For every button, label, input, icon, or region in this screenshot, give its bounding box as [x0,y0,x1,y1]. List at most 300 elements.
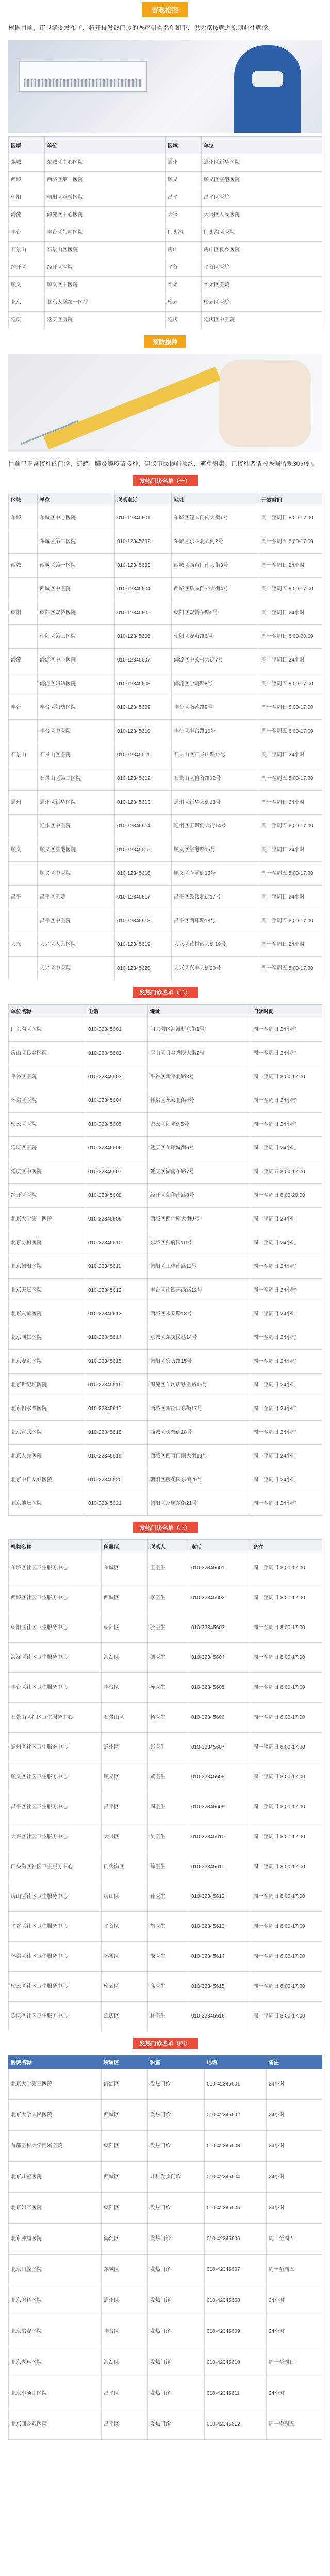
table-cell: 010-22345602 [86,1042,148,1065]
table-cell: 周一至周日 24小时 [259,649,322,672]
table-row [9,1397,322,1421]
table-row [9,1492,322,1516]
table-cell: 周一至周五 8:00-17:00 [259,815,322,838]
table-cell: 平谷区 [102,1912,148,1942]
table-row [9,1583,322,1613]
table-cell: 010-22345609 [86,1208,148,1231]
table-cell: 密云区医院 [9,1113,86,1137]
table-cell: 010-12345608 [115,672,172,696]
table-cell: 24小时 [267,2131,322,2162]
table-cell: 周一至周日 8:00-17:00 [251,1065,322,1089]
table-row [9,1613,322,1643]
table-cell: 周一至周五 8:00-17:00 [259,672,322,696]
table-cell: 大兴 [9,933,38,957]
table-cell: 周医生 [148,1792,189,1822]
table-row [9,1018,322,1042]
table-cell: 周一至周日 8:00-17:00 [251,1733,322,1762]
table-cell: 周一至周日 24小时 [251,1231,322,1255]
table-cell: 周一至周日 24小时 [251,1302,322,1326]
table-cell: 010-12345619 [115,933,172,957]
table-cell: 海淀区社区卫生服务中心 [9,1643,102,1673]
table-cell: 密云区医院 [202,294,322,312]
table-cell: 010-42345607 [205,2255,267,2285]
table-cell: 周一至周日 24小时 [251,1374,322,1397]
table-cell: 发热门诊 [148,2224,205,2255]
table-cell: 北京小汤山医院 [9,2378,102,2409]
table-cell: 经开区医院 [9,1184,86,1208]
table-cell: 010-12345606 [115,625,172,649]
table-cell: 东城区社区卫生服务中心 [9,1553,102,1583]
table-cell: 通州区新华医院 [202,154,322,172]
table-specialty-hospitals [8,2055,322,2440]
table-cell: 延庆区湖南东路7号 [148,1160,251,1184]
table-cell: 朝阳区工体南路11号 [148,1255,251,1279]
table-cell: 西城 [9,554,38,578]
table-cell: 北京朝阳医院 [9,1255,86,1279]
table-cell: 海淀 [9,649,38,672]
table-cell [9,815,38,838]
table-cell: 周一至周日 24小时 [259,554,322,578]
section-badge-guide: 留观指南 [0,0,330,19]
table-cell [9,909,38,933]
table-cell: 发热门诊 [148,2131,205,2162]
table-cell: 周一至周日 24小时 [251,1492,322,1516]
table-cell: 高医生 [148,1972,189,2002]
table-cell: 24小时 [267,2316,322,2347]
table-cell: 周一至周日 24小时 [251,1350,322,1374]
table-cell: 海淀区 [102,2069,148,2100]
table-row [9,1942,322,1972]
table-cell: 延庆区中医院 [202,312,322,329]
table-cell: 发热门诊 [148,2193,205,2224]
table-cell: 010-12345614 [115,815,172,838]
table-row [9,909,322,933]
table-cell: 房山 [166,242,202,259]
table-cell: 经开区 [9,259,45,277]
table-cell: 海淀区妇幼医院 [38,672,115,696]
column-header: 科室 [148,2056,205,2069]
table-fever-clinics-a [8,493,322,980]
table-cell: 西城 [9,172,45,189]
table-cell: 周一至周日 8:00-17:00 [251,1822,322,1852]
table-cell: 周一至周日 8:00-17:00 [251,1762,322,1792]
table-row [9,1912,322,1942]
table-cell: 石景山区第二医院 [38,767,115,791]
table-cell: 010-12345613 [115,791,172,815]
table-cell: 010-22345620 [86,1468,148,1492]
table-row [9,2255,322,2285]
table-cell: 发热门诊 [148,2100,205,2131]
column-header: 电话 [189,1540,251,1553]
table-cell: 丰台区 [102,2316,148,2347]
table-cell: 周一至周五 8:00-17:00 [259,578,322,601]
table-cell: 周一至周日 24小时 [251,1279,322,1302]
column-header: 所属区 [102,1540,148,1553]
table-row [9,1089,322,1113]
table-cell: 010-12345615 [115,838,172,862]
table-cell: 西城区西直门南大街3号 [172,554,259,578]
table-row [9,1792,322,1822]
table-row [9,1137,322,1160]
table-header [9,493,322,506]
table-cell: 010-22345604 [86,1089,148,1113]
table-cell: 西城区新街口东街17号 [148,1397,251,1421]
table-cell: 010-22345619 [86,1445,148,1468]
table-row [9,2162,322,2193]
table-cell: 丰台区社区卫生服务中心 [9,1673,102,1703]
table-cell: 周一至周五 [267,2409,322,2440]
table-cell: 东城区 [102,1553,148,1583]
table-cell: 010-12345602 [115,530,172,554]
table-cell: 北京胸科医院 [9,2285,102,2316]
table-cell: 周一至周日 8:00-17:00 [251,1942,322,1972]
table-cell: 吴医生 [148,1822,189,1852]
table-row [9,1184,322,1208]
table-cell: 西城区第一医院 [38,554,115,578]
table-cell: 东城区帅府园10号 [148,1231,251,1255]
table-cell: 通州区 [102,1733,148,1762]
table-cell: 刘医生 [148,1643,189,1673]
table-cell: 周一至周日 8:00-17:00 [259,696,322,720]
table-row [9,2069,322,2100]
table-row [9,1852,322,1882]
table-row [9,933,322,957]
column-header: 联系电话 [115,493,172,506]
table-cell: 丰台区南四环西路12号 [148,1279,251,1302]
table-row [9,2002,322,2031]
hero-image-syringe [8,354,322,452]
table-cell: 010-32345606 [189,1703,251,1733]
table-community-centers [8,1539,322,2031]
table-cell: 010-22345615 [86,1350,148,1374]
table-cell: 010-32345612 [189,1882,251,1912]
column-header: 开放时间 [259,493,322,506]
table-cell: 东城区第二医院 [38,530,115,554]
table-cell: 怀柔 [166,277,202,294]
table-cell: 北京佑安医院 [9,2316,102,2347]
table-cell: 东城 [9,506,38,530]
table-cell: 010-32345613 [189,1912,251,1942]
table-cell: 周一至周日 8:00-20:00 [259,625,322,649]
table-cell [9,767,38,791]
table-cell: 石景山区石景山路11号 [172,743,259,767]
table-cell: 24小时 [267,2193,322,2224]
table-cell: 010-22345610 [86,1231,148,1255]
table-cell: 丰台区中医院 [38,720,115,743]
table-cell: 顺义区府前街16号 [172,862,259,886]
table-hospitals-overview [8,136,322,329]
table-cell: 海淀区 [102,1643,148,1673]
table-cell: 010-22345601 [86,1018,148,1042]
table-cell: 周一至周日 8:00-17:00 [251,1613,322,1643]
table-row [9,1762,322,1792]
table-cell [9,578,38,601]
air-conditioner-graphic [19,61,147,92]
table-row [9,1255,322,1279]
table-cell: 通州区新华大街13号 [172,791,259,815]
table-row [9,554,322,578]
table-cell: 周一至周日 24小时 [259,791,322,815]
column-header: 门诊时间 [251,1005,322,1018]
table-row [9,1445,322,1468]
table-cell: 010-12345604 [115,578,172,601]
table-header [9,1540,322,1553]
table-cell: 周一至周日 24小时 [251,1397,322,1421]
table-cell: 石景山 [9,743,38,767]
table-cell: 丰台区丰台路10号 [172,720,259,743]
table-cell: 周一至周日 8:00-17:00 [251,1553,322,1583]
glove-graphic [219,360,311,447]
table-cell: 顺义 [9,838,38,862]
table-cell: 通州区社区卫生服务中心 [9,1733,102,1762]
table-row [9,957,322,980]
table-cell [9,720,38,743]
table-cell: 北京中日友好医院 [9,1468,86,1492]
table-cell: 周一至周日 24小时 [259,886,322,909]
table-cell: 周一至周日 8:00-17:00 [259,506,322,530]
table-cell: 北京积水潭医院 [9,1397,86,1421]
table-row [9,696,322,720]
table-cell: 010-42345611 [205,2378,267,2409]
table-row [9,1882,322,1912]
table-cell: 010-42345602 [205,2100,267,2131]
table-cell: 发热门诊 [148,2409,205,2440]
table-cell: 010-42345604 [205,2162,267,2193]
table-cell: 顺义区空港医院 [202,172,322,189]
table-cell: 东城区建国门内大街1号 [172,506,259,530]
table-cell: 周一至周日 24小时 [259,743,322,767]
intro-text: 根据目前，市卫健委发布了，将开设发热门诊的医疗机构名单如下，供大家按就近原则前往就诊。 [8,24,275,31]
table-row [9,2193,322,2224]
table-cell: 周一至周日 8:00-17:00 [251,1852,322,1882]
table-cell: 周一至周日 24小时 [251,1042,322,1065]
table-cell: 010-12345609 [115,696,172,720]
table-cell: 林医生 [148,2002,189,2031]
table-cell: 北京肿瘤医院 [9,2224,102,2255]
table-cell: 密云区 [102,1972,148,2002]
table-cell: 通州 [9,791,38,815]
table-cell: 北京世纪坛医院 [9,1374,86,1397]
table-cell: 大兴区 [102,1822,148,1852]
table-cell: 北京口腔医院 [9,2255,102,2285]
column-header: 联系人 [148,1540,189,1553]
table-row [9,1113,322,1137]
table-cell: 顺义区中医院 [45,277,166,294]
table-row [9,578,322,601]
table-cell: 东城区中心医院 [38,506,115,530]
table-cell: 朝阳区第三医院 [38,625,115,649]
table-row [9,2378,322,2409]
table-cell: 西城区西什库大街9号 [148,1208,251,1231]
table-row [9,1374,322,1397]
table-cell: 010-42345601 [205,2069,267,2100]
table-cell: 010-42345609 [205,2316,267,2347]
table-cell: 海淀区中心医院 [38,649,115,672]
table-cell: 门头沟 [166,224,202,242]
table-cell: 西城区 [102,1583,148,1613]
table-cell: 昌平区社区卫生服务中心 [9,1792,102,1822]
table-cell: 朝阳区社区卫生服务中心 [9,1613,102,1643]
table-cell: 大兴区兴丰大街20号 [172,957,259,980]
table-cell: 顺义区社区卫生服务中心 [9,1762,102,1792]
table-cell: 首都医科大学附属医院 [9,2131,102,2162]
table-row [9,1208,322,1231]
table-cell: 黄医生 [148,1762,189,1792]
hero-image-technician [8,40,322,133]
table-cell: 朝阳 [9,189,45,207]
table-cell: 周一至周日 24小时 [251,1468,322,1492]
table-cell: 门头沟区医院 [9,1018,86,1042]
table-row [9,1302,322,1326]
table-cell: 朝阳 [9,601,38,625]
table-row [9,1822,322,1852]
table-cell: 周一至周日 8:00-17:00 [251,1643,322,1673]
table-cell: 大兴区黄村西大街19号 [172,933,259,957]
table-cell: 大兴区人民医院 [38,933,115,957]
table-row [9,1350,322,1374]
table-cell: 010-32345616 [189,2002,251,2031]
table-row [9,672,322,696]
table-cell: 海淀区 [102,2347,148,2378]
column-header: 地址 [148,1005,251,1018]
table-row [9,2100,322,2131]
table-cell: 延庆区中医院 [9,1160,86,1184]
table-cell: 北京人民医院 [9,1445,86,1468]
table-cell: 石景山区医院 [45,242,166,259]
table-cell: 周一至周日 8:00-17:00 [251,1912,322,1942]
table-cell: 房山区良乡医院 [9,1042,86,1065]
table-row [9,312,322,329]
table-header [9,1005,322,1018]
table-cell: 顺义区空港医院 [38,838,115,862]
table-row [9,838,322,862]
table-cell: 顺义 [9,277,45,294]
table-cell: 周一至周日 8:00-17:00 [251,1972,322,2002]
table-cell: 周一至周日 24小时 [259,601,322,625]
table-cell: 周一至周日 8:00-17:00 [251,1673,322,1703]
table-row [9,2409,322,2440]
table-cell: 010-22345607 [86,1160,148,1184]
table-cell: 北京妇产医院 [9,2193,102,2224]
table-cell: 顺义 [166,172,202,189]
table-cell: 周一至周日 8:00-17:00 [251,1703,322,1733]
table-row [9,294,322,312]
table-cell [9,862,38,886]
table-cell: 北京大学第三医院 [9,2069,102,2100]
table-cell: 延庆区东顺城街6号 [148,1137,251,1160]
table-row [9,720,322,743]
table-cell: 昌平区医院 [38,886,115,909]
table-cell: 010-22345603 [86,1065,148,1089]
table-cell: 延庆区医院 [9,1137,86,1160]
table-cell: 通州 [166,154,202,172]
table-row [9,767,322,791]
table-cell: 昌平 [166,189,202,207]
table-cell: 010-22345613 [86,1302,148,1326]
table-cell: 北京回龙观医院 [9,2409,102,2440]
table-row [9,506,322,530]
table-row [9,154,322,172]
table-cell: 周一至周日 24小时 [251,1255,322,1279]
table-row [9,2224,322,2255]
table-cell: 通州区新华医院 [38,791,115,815]
table-row [9,2285,322,2316]
table-row [9,1160,322,1184]
table-cell [9,625,38,649]
table-row [9,1042,322,1065]
table-cell: 010-22345616 [86,1374,148,1397]
table-cell: 010-22345611 [86,1255,148,1279]
column-header: 区域 [166,137,202,154]
title-list-b: 发热门诊名单（二） [0,984,330,1001]
table-cell: 怀柔区医院 [9,1089,86,1113]
table-cell: 010-12345605 [115,601,172,625]
table-cell: 怀柔区 [102,1942,148,1972]
table-cell: 周一至周日 24小时 [259,933,322,957]
table-cell: 石景山区医院 [38,743,115,767]
table-cell: 西城区中医院 [38,578,115,601]
table-row [9,791,322,815]
table-cell: 发热门诊 [148,2069,205,2100]
table-cell: 010-32345601 [189,1553,251,1583]
column-header: 机构名称 [9,1540,102,1553]
table-cell: 010-42345605 [205,2193,267,2224]
table-cell: 朱医生 [148,1942,189,1972]
table-cell: 北京儿童医院 [9,2162,102,2193]
table-cell: 朝阳区 [102,2193,148,2224]
table-cell: 010-22345621 [86,1492,148,1516]
table-cell: 周一至周日 24小时 [251,1089,322,1113]
table-cell: 海淀区 [102,2224,148,2255]
table-row [9,1673,322,1703]
table-cell: 周一至周日 24小时 [251,1421,322,1445]
table-row [9,1703,322,1733]
table-cell: 西城区 [102,2162,148,2193]
table-cell: 石景山区社区卫生服务中心 [9,1703,102,1733]
table-row [9,189,322,207]
column-header: 单位名称 [9,1005,86,1018]
table-cell: 东城区 [102,2255,148,2285]
table-row [9,1065,322,1089]
table-cell: 010-12345612 [115,767,172,791]
table-cell: 昌平区西环路18号 [172,909,259,933]
table-cell: 010-22345606 [86,1137,148,1160]
table-cell: 北京大学人民医院 [9,2100,102,2131]
table-row [9,1326,322,1350]
table-cell: 密云区阳光街5号 [148,1113,251,1137]
table-cell: 西城区长椿街18号 [148,1421,251,1445]
table-cell: 周一至周五 8:00-17:00 [259,720,322,743]
title-list-d: 发热门诊名单（四） [0,2035,330,2052]
table-row [9,1421,322,1445]
table-cell: 朝阳区 [102,2131,148,2162]
table-cell: 怀柔区永泰北街4号 [148,1089,251,1113]
table-cell: 010-42345606 [205,2224,267,2255]
table-cell: 周一至周日 8:00-17:00 [251,1882,322,1912]
table-cell: 顺义区空港路15号 [172,838,259,862]
table-cell: 北京天坛医院 [9,1279,86,1302]
column-header: 区域 [9,137,45,154]
table-row [9,1643,322,1673]
table-cell: 周一至周日 8:00-17:00 [251,2002,322,2031]
table-cell: 朝阳区双桥医院 [38,601,115,625]
table-cell: 东城区东交民巷14号 [148,1326,251,1350]
table-cell: 顺义区 [102,1762,148,1792]
table-cell: 010-22345608 [86,1184,148,1208]
table-cell: 周一至周五 8:00-17:00 [259,909,322,933]
table-cell: 海淀区中心医院 [45,207,166,224]
table-row [9,259,322,277]
